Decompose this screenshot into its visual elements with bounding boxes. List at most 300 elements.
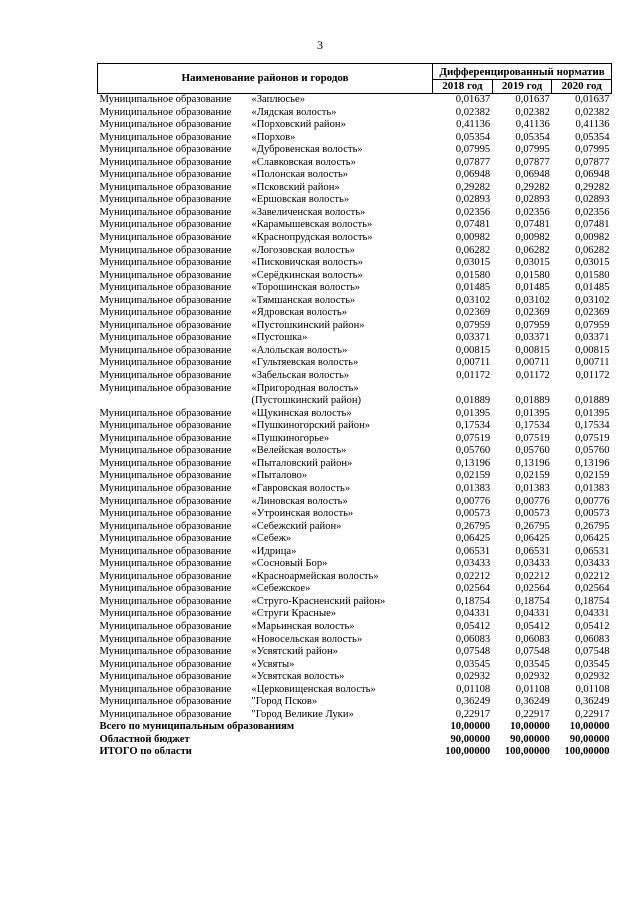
row-value-2020: 0,05354 [575,131,610,143]
row-entity-type: Муниципальное образование [99,545,232,557]
table-row [98,320,612,333]
row-value-2018: 0,01485 [455,282,491,294]
row-name: «Себежское» [251,583,311,595]
table-row [98,107,612,120]
table-row [98,508,612,521]
row-name: «Пыталовский район» [251,457,353,469]
row-value-2019: 0,01383 [515,482,550,494]
row-value-2019: 0,22917 [515,708,550,720]
row-entity-type: Муниципальное образование [99,282,232,294]
total-value-2019: 100,00000 [504,746,550,758]
row-name: «Усвятский район» [251,646,338,658]
row-value-2018: 0,03015 [455,257,491,269]
row-value-2020: 0,06282 [575,244,610,256]
row-entity-type: Муниципальное образование [99,570,232,582]
row-name: «Линовская волость» [251,495,348,507]
row-entity-type: Муниципальное образование [99,482,232,494]
row-entity-type: Муниципальное образование [99,445,232,457]
row-value-2020: 0,07548 [575,646,610,658]
table-row [98,483,612,496]
row-value-2020: 0,06531 [575,545,610,557]
row-value-2020: 0,07519 [575,432,610,444]
row-value-2020: 0,01395 [575,407,610,419]
row-value-2018: 0,17534 [455,420,491,432]
row-entity-type: Муниципальное образование [99,420,232,432]
row-value-2018: 0,05760 [455,445,491,457]
table-row [98,433,612,446]
row-name: «Церковищенская волость» [251,683,376,695]
row-value-2018: 0,06083 [455,633,491,645]
row-value-2020: 0,36249 [575,696,610,708]
row-name: «Новосельская волость» [251,633,363,645]
row-entity-type: Муниципальное образование [99,344,232,356]
row-value-2018: 0,00711 [456,357,491,369]
total-row [98,746,612,759]
row-name: «Щукинская волость» [251,407,352,419]
row-value-2020: 0,41136 [575,119,610,131]
row-name: «Пушкиногорский район» [251,420,371,432]
row-value-2018: 0,07519 [455,432,491,444]
row-name: «Утроинская волость» [251,508,354,520]
row-entity-type: Муниципальное образование [99,206,232,218]
row-value-2019: 0,02159 [515,470,550,482]
row-value-2020: 0,07995 [575,144,610,156]
row-value-2020: 0,00815 [575,344,610,356]
row-value-2018: 0,03102 [455,294,491,306]
row-value-2019: 0,05412 [515,620,550,632]
row-value-2018: 0,07481 [455,219,491,231]
row-value-2020: 0,07481 [575,219,610,231]
row-name: «Порхов» [251,131,296,143]
row-value-2018: 0,01383 [455,482,491,494]
row-value-2019: 0,36249 [515,696,550,708]
row-value-2019: 0,17534 [515,420,550,432]
row-value-2018: 0,02356 [455,206,491,218]
row-name: «Дубровенская волость» [251,144,363,156]
row-value-2018: 0,06425 [455,533,491,545]
table-row [98,182,612,195]
row-entity-type: Муниципальное образование [99,407,232,419]
row-entity-type: Муниципальное образование [99,219,232,231]
row-value-2018: 0,01395 [455,407,491,419]
total-value-2019: 10,00000 [510,721,550,733]
row-value-2018: 0,00776 [455,495,491,507]
row-value-2020: 0,02212 [575,570,610,582]
row-value-2018: 0,05354 [455,131,491,143]
row-value-2019: 0,13196 [515,457,550,469]
row-value-2019: 0,01485 [515,282,550,294]
row-entity-type: Муниципальное образование [99,257,232,269]
row-value-2018: 0,06531 [455,545,491,557]
row-value-2018: 0,02932 [455,671,491,683]
row-value-2018: 0,18754 [455,595,491,607]
row-value-2020: 0,06948 [575,169,610,181]
row-entity-type: Муниципальное образование [99,106,232,118]
row-entity-type: Муниципальное образование [99,558,232,570]
row-value-2018: 0,01108 [456,683,491,695]
row-value-2018: 0,02382 [455,106,491,118]
row-value-2019: 0,01172 [515,370,550,382]
row-value-2019: 0,18754 [515,595,550,607]
row-entity-type: Муниципальное образование [99,608,232,620]
row-value-2020: 0,26795 [575,520,610,532]
row-value-2018: 0,01580 [455,269,491,281]
table-row [98,659,612,672]
row-value-2020: 0,01108 [575,683,610,695]
header-normative-group: Дифференцированный норматив [433,64,612,80]
row-entity-type: Муниципальное образование [99,156,232,168]
row-value-2019: 0,03433 [515,558,550,570]
row-value-2019: 0,07877 [515,156,550,168]
row-name: «Логозовская волость» [251,244,355,256]
table-row [98,219,612,232]
row-entity-type: Муниципальное образование [99,595,232,607]
row-name: «Марьинская волость» [251,620,355,632]
row-name: «Сосновый Бор» [251,558,328,570]
table-row [98,445,612,458]
row-entity-type: Муниципальное образование [99,194,232,206]
row-name: «Идрица» [251,545,297,557]
table-row [98,634,612,647]
row-entity-type: Муниципальное образование [99,508,232,520]
row-entity-type: Муниципальное образование [99,269,232,281]
row-value-2020: 0,03102 [575,294,610,306]
row-name: «Пушкиногорье» [251,432,330,444]
row-entity-type: Муниципальное образование [99,169,232,181]
row-entity-type: Муниципальное образование [99,432,232,444]
table-row [98,521,612,534]
table-row [98,470,612,483]
table-row [98,144,612,157]
table-row [98,684,612,697]
row-value-2019: 0,06425 [515,533,550,545]
row-name: «Полонская волость» [251,169,349,181]
row-value-2020: 0,02893 [575,194,610,206]
row-name: «Краснопрудская волость» [251,232,373,244]
table-row [98,383,612,396]
table-row [98,157,612,170]
table-row [98,207,612,220]
row-name: «Торошинская волость» [251,282,361,294]
row-value-2019: 0,06531 [515,545,550,557]
row-entity-type: Муниципальное образование [99,646,232,658]
row-value-2020: 0,05760 [575,445,610,457]
row-value-2020: 0,05412 [575,620,610,632]
header-name-column: Наименование районов и городов [98,64,433,94]
total-value-2018: 90,00000 [450,733,491,745]
row-value-2020: 0,01485 [575,282,610,294]
row-value-2018: 0,29282 [455,181,491,193]
row-value-2020: 0,03433 [575,558,610,570]
row-name: «Завеличенская волость» [251,206,366,218]
table-row [98,119,612,132]
row-name: «Себеж» [251,533,292,545]
row-value-2018: 0,02369 [455,307,491,319]
row-value-2020: 0,06425 [575,533,610,545]
row-entity-type: Муниципальное образование [99,470,232,482]
row-value-2020: 0,02369 [575,307,610,319]
row-entity-type: Муниципальное образование [99,671,232,683]
row-value-2019: 0,05354 [515,131,550,143]
row-value-2018: 0,26795 [455,520,491,532]
row-value-2020: 0,01889 [575,395,610,407]
row-value-2018: 0,02893 [455,194,491,206]
row-entity-type: Муниципальное образование [99,332,232,344]
row-value-2019: 0,00776 [515,495,550,507]
row-value-2019: 0,06282 [515,244,550,256]
table-row [98,458,612,471]
row-value-2019: 0,03545 [515,658,550,670]
row-name: «Заплюсье» [251,94,305,105]
row-value-2019: 0,07481 [515,219,550,231]
row-value-2020: 0,06083 [575,633,610,645]
table-row [98,596,612,609]
row-value-2018: 0,00573 [455,508,491,520]
row-value-2019: 0,05760 [515,445,550,457]
row-value-2019: 0,07548 [515,646,550,658]
row-value-2019: 0,07959 [515,319,550,331]
row-value-2018: 0,02212 [455,570,491,582]
row-value-2018: 0,01889 [455,395,491,407]
row-value-2018: 0,04331 [455,608,491,620]
total-value-2018: 100,00000 [445,746,491,758]
header-year-2018: 2018 год [433,80,493,94]
table-row [98,94,612,107]
table-row [98,345,612,358]
row-entity-type: Муниципальное образование [99,94,232,105]
row-value-2018: 0,02159 [455,470,491,482]
row-value-2018: 0,00815 [455,344,491,356]
row-value-2020: 0,18754 [575,595,610,607]
table-row [98,232,612,245]
row-value-2018: 0,07877 [455,156,491,168]
row-entity-type: Муниципальное образование [99,119,232,131]
row-value-2020: 0,13196 [575,457,610,469]
row-value-2018: 0,06948 [455,169,491,181]
row-name: «Лядская волость» [251,106,337,118]
row-value-2019: 0,06948 [515,169,550,181]
row-value-2018: 0,07959 [455,319,491,331]
row-value-2020: 0,01172 [575,370,610,382]
row-value-2018: 0,01637 [455,94,491,105]
row-name: «Велейская волость» [251,445,347,457]
row-value-2018: 0,02564 [455,583,491,595]
row-name: «Пустошка» [251,332,308,344]
total-value-2018: 10,00000 [450,721,491,733]
header-year-2020: 2020 год [552,80,612,94]
row-value-2019: 0,02369 [515,307,550,319]
row-value-2018: 0,06282 [455,244,491,256]
row-value-2020: 0,02382 [575,106,610,118]
row-value-2019: 0,02382 [515,106,550,118]
row-entity-type: Муниципальное образование [99,144,232,156]
row-entity-type: Муниципальное образование [99,683,232,695]
table-row [98,257,612,270]
row-name: «Псковский район» [251,181,340,193]
row-value-2020: 0,22917 [575,708,610,720]
table-row [98,332,612,345]
row-value-2018: 0,03433 [455,558,491,570]
row-name-continuation: (Пустошкинский район) [251,395,362,407]
table-body [98,94,612,722]
table-row [98,295,612,308]
row-value-2020: 0,02159 [575,470,610,482]
row-name: «Забельская волость» [251,370,350,382]
table-row [98,546,612,559]
row-value-2018: 0,01172 [456,370,491,382]
table-row [98,571,612,584]
row-value-2020: 0,02356 [575,206,610,218]
table-row [98,608,612,621]
row-value-2019: 0,02932 [515,671,550,683]
row-value-2020: 0,00776 [575,495,610,507]
total-value-2020: 10,00000 [569,721,610,733]
table-row [98,709,612,722]
row-entity-type: Муниципальное образование [99,457,232,469]
row-value-2019: 0,01108 [515,683,550,695]
row-name: «Гавровская волость» [251,482,351,494]
row-value-2020: 0,01383 [575,482,610,494]
page-number: 3 [317,38,323,52]
table-row [98,282,612,295]
row-value-2018: 0,07548 [455,646,491,658]
row-value-2020: 0,00982 [575,232,610,244]
table-row [98,357,612,370]
row-name: «Карамышевская волость» [251,219,373,231]
table-row [98,671,612,684]
row-value-2018: 0,36249 [455,696,491,708]
total-value-2020: 100,00000 [564,746,610,758]
row-value-2019: 0,03015 [515,257,550,269]
row-value-2018: 0,22917 [455,708,491,720]
row-entity-type: Муниципальное образование [99,319,232,331]
row-value-2020: 0,02932 [575,671,610,683]
row-value-2018: 0,13196 [455,457,491,469]
row-entity-type: Муниципальное образование [99,370,232,382]
row-name: «Себежский район» [251,520,342,532]
row-value-2020: 0,02564 [575,583,610,595]
table-row [98,533,612,546]
row-name: «Порховский район» [251,119,346,131]
table-row [98,408,612,421]
table-row [98,245,612,258]
row-value-2019: 0,41136 [515,119,550,131]
table-totals [98,721,612,759]
row-value-2019: 0,02356 [515,206,550,218]
row-value-2018: 0,03371 [455,332,491,344]
table-row [98,194,612,207]
row-name: «Серёдкинская волость» [251,269,363,281]
row-entity-type: Муниципальное образование [99,495,232,507]
normative-table [97,63,612,759]
table-row [98,583,612,596]
row-entity-type: Муниципальное образование [99,357,232,369]
row-name: «Струго-Красненский район» [251,595,386,607]
row-name: «Славковская волость» [251,156,356,168]
row-name: «Писковичская волость» [251,257,363,269]
row-entity-type: Муниципальное образование [99,658,232,670]
row-name: «Усвятская волость» [251,671,345,683]
row-value-2020: 0,00711 [575,357,610,369]
row-value-2019: 0,00815 [515,344,550,356]
row-value-2019: 0,00573 [515,508,550,520]
row-name: «Тямшанская волость» [251,294,356,306]
row-value-2018: 0,00982 [455,232,491,244]
row-value-2019: 0,29282 [515,181,550,193]
row-value-2020: 0,03545 [575,658,610,670]
total-value-2019: 90,00000 [510,733,550,745]
total-label: Областной бюджет [99,733,190,745]
row-value-2020: 0,07877 [575,156,610,168]
row-name: «Струги Красные» [251,608,337,620]
row-value-2020: 0,01580 [575,269,610,281]
row-value-2020: 0,07959 [575,319,610,331]
table-row [98,169,612,182]
row-value-2020: 0,04331 [575,608,610,620]
total-row [98,734,612,747]
table-row [98,370,612,383]
row-name: «Алольская волость» [251,344,348,356]
table-row [98,696,612,709]
row-entity-type: Муниципальное образование [99,382,232,394]
row-name: «Гультяевская волость» [251,357,359,369]
table-row [98,307,612,320]
row-value-2019: 0,03102 [515,294,550,306]
row-value-2020: 0,17534 [575,420,610,432]
table-row [98,646,612,659]
row-value-2019: 0,01889 [515,395,550,407]
row-value-2019: 0,06083 [515,633,550,645]
row-value-2019: 0,07995 [515,144,550,156]
row-value-2020: 0,01637 [575,94,610,105]
row-value-2019: 0,07519 [515,432,550,444]
row-value-2019: 0,02564 [515,583,550,595]
row-value-2018: 0,41136 [456,119,491,131]
row-value-2020: 0,03371 [575,332,610,344]
row-entity-type: Муниципальное образование [99,533,232,545]
total-label: Всего по муниципальным образованиям [99,721,295,733]
row-value-2019: 0,02893 [515,194,550,206]
row-value-2020: 0,29282 [575,181,610,193]
row-value-2019: 0,03371 [515,332,550,344]
row-name: "Город Великие Луки» [251,708,354,720]
row-name: «Красноармейская волость» [251,570,379,582]
header-year-2019: 2019 год [492,80,552,94]
row-name: «Пригородная волость» [251,382,359,394]
row-entity-type: Муниципальное образование [99,294,232,306]
total-label: ИТОГО по области [99,746,192,758]
row-value-2020: 0,00573 [575,508,610,520]
row-entity-type: Муниципальное образование [99,520,232,532]
row-entity-type: Муниципальное образование [99,708,232,720]
table-row [98,132,612,145]
row-name: «Пустошкинский район» [251,319,365,331]
total-row [98,721,612,734]
row-value-2019: 0,01580 [515,269,550,281]
table-row [98,621,612,634]
row-value-2019: 0,00711 [515,357,550,369]
row-entity-type: Муниципальное образование [99,620,232,632]
row-value-2019: 0,00982 [515,232,550,244]
row-value-2018: 0,05412 [455,620,491,632]
total-value-2020: 90,00000 [569,733,610,745]
table-row [98,558,612,571]
row-name: «Ядровская волость» [251,307,348,319]
row-entity-type: Муниципальное образование [99,181,232,193]
row-entity-type: Муниципальное образование [99,696,232,708]
row-entity-type: Муниципальное образование [99,131,232,143]
row-value-2019: 0,01395 [515,407,550,419]
